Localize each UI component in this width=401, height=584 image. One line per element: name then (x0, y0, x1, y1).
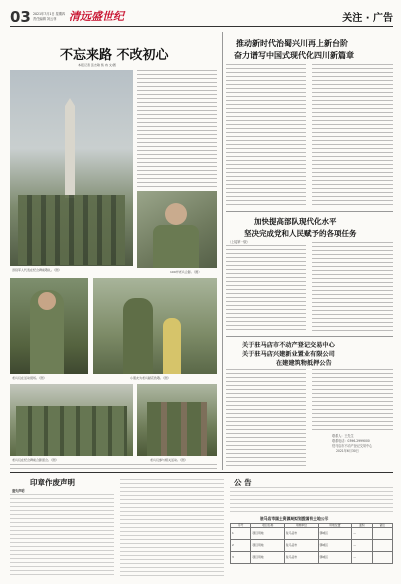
table-cell: — (352, 528, 372, 540)
notice-contact-4: 2021年6月30日 (336, 449, 359, 453)
table-cell: 项目用地 (251, 540, 285, 552)
notice-story (226, 338, 393, 470)
table-cell: 驻马店市 (284, 528, 318, 540)
mid-right-text-col1 (226, 245, 306, 333)
table-cell: 驻马店市 (284, 540, 318, 552)
table-header-cell: 备注 (372, 524, 392, 528)
mid-right-title-2: 坚决完成党和人民赋予的各项任务 (244, 229, 357, 238)
table-row (231, 540, 393, 552)
veteran-uniform (153, 225, 199, 268)
top-right-title-1: 推动新时代治蜀兴川再上新台阶 (236, 38, 348, 48)
caption-2: 100岁老兵合影。（图） (170, 270, 202, 274)
table-header-cell: 用地单位 (284, 524, 318, 528)
veterans-activity-photo (137, 384, 217, 456)
bottom-right-table-title: 驻马店市国土资源局拟划拨国有土地公示 (260, 516, 329, 521)
caption-6: 老兵们参与相关活动。（图） (150, 458, 188, 462)
table-cell: 3 (231, 552, 251, 564)
masthead (10, 6, 393, 28)
mid-right-story (226, 214, 393, 334)
table-cell (372, 528, 392, 540)
bottom-left-story (10, 475, 224, 579)
top-right-text-col1 (226, 64, 306, 208)
caption-3: 老兵们在活动现场。（图） (12, 376, 47, 380)
bottom-right-story (230, 475, 393, 579)
top-right-story (226, 34, 393, 210)
top-right-title-2: 奋力谱写中国式现代化四川新篇章 (234, 50, 354, 60)
veterans-group-photo (10, 384, 133, 456)
activity-figures (147, 402, 207, 456)
veteran-a-face (38, 292, 56, 310)
children-flowers-photo (93, 278, 217, 374)
table-header-cell: 序号 (231, 524, 251, 528)
monument-obelisk (65, 98, 75, 198)
old-veteran-photo (137, 191, 217, 268)
table-row (231, 552, 393, 564)
page-number: 03 (10, 8, 31, 26)
masthead-rule (10, 26, 393, 27)
table-cell: 驿城区 (318, 552, 352, 564)
notice-contact-2: 联系电话：0396-2999000 (332, 439, 370, 443)
table-cell: — (352, 540, 372, 552)
bottom-right-text (230, 487, 393, 513)
section-title: 关注 · 广告 (342, 13, 393, 24)
notice-contact-1: 联系人：王先生 (332, 434, 354, 438)
caption-4: 小朋友为老兵献花致敬。（图） (130, 376, 171, 380)
lead-story (10, 30, 220, 470)
child-figure (163, 318, 181, 374)
mid-right-text-col2 (312, 242, 393, 333)
table-cell: 驻马店市 (284, 552, 318, 564)
table-cell: 驿城区 (318, 528, 352, 540)
table-cell: 项目用地 (251, 552, 285, 564)
notice-title-3: 在建建筑物抵押公告 (276, 360, 332, 367)
bottom-right-title: 公 告 (234, 478, 252, 487)
notice-title-2: 关于驻马店兴建新业置业有限公司 (242, 351, 335, 358)
section-rule (10, 472, 393, 473)
bottom-left-subhead: 遗失声明 (12, 489, 25, 493)
group-row (16, 406, 127, 456)
bottom-left-text-col1 (10, 494, 114, 578)
veterans-row (18, 195, 125, 265)
table-cell: 2 (231, 540, 251, 552)
bottom-left-text-col2 (120, 479, 224, 578)
divider-mid-right (226, 336, 393, 337)
table-cell: 项目用地 (251, 528, 285, 540)
table-cell (372, 552, 392, 564)
table-header-cell: 项目名称 (251, 524, 285, 528)
notice-title-1: 关于驻马店市不动产登记交易中心 (242, 342, 335, 349)
table-cell: — (352, 552, 372, 564)
top-right-text-col2 (312, 64, 393, 208)
mid-right-title-1: 加快提高部队现代化水平 (254, 217, 337, 226)
table-cell (372, 540, 392, 552)
lead-story-title: 不忘来路 不改初心 (60, 48, 169, 63)
lead-story-byline: 本报记者 张志敏 熊 冉 文/图 (78, 63, 116, 67)
caption-5: 老兵们在纪念碑前合影留念。（图） (12, 458, 59, 462)
table-cell: 驿城区 (318, 540, 352, 552)
lead-story-text-a (137, 70, 217, 188)
elder-figure (123, 298, 153, 374)
lead-story-text-b (10, 464, 217, 470)
notice-text-col2 (312, 369, 393, 431)
notice-contact-3: 驻马店市不动产登记交易中心 (332, 444, 373, 448)
veteran-face (165, 203, 187, 225)
table-cell: 1 (231, 528, 251, 540)
table-header-cell: 用地位置 (318, 524, 352, 528)
caption-1: 退役军人代表在纪念碑前敬礼。（图） (12, 268, 62, 272)
editor-line: 责任编辑 刘云菲 (33, 17, 57, 21)
masthead-logo: 清远盛世纪 (69, 10, 124, 23)
notice-text-col1 (226, 369, 306, 469)
bottom-left-title: 印章作废声明 (30, 478, 75, 487)
table-header-cell: 面积 (352, 524, 372, 528)
divider-top-right (226, 211, 393, 212)
date-line: 2021年7月1日 星期四 (33, 12, 66, 16)
land-table (230, 523, 393, 564)
column-divider (222, 32, 223, 470)
veterans-event-photo (10, 278, 88, 374)
monument-photo (10, 70, 133, 266)
mid-right-subhead: （上接第一版） (228, 240, 250, 244)
table-row (231, 528, 393, 540)
